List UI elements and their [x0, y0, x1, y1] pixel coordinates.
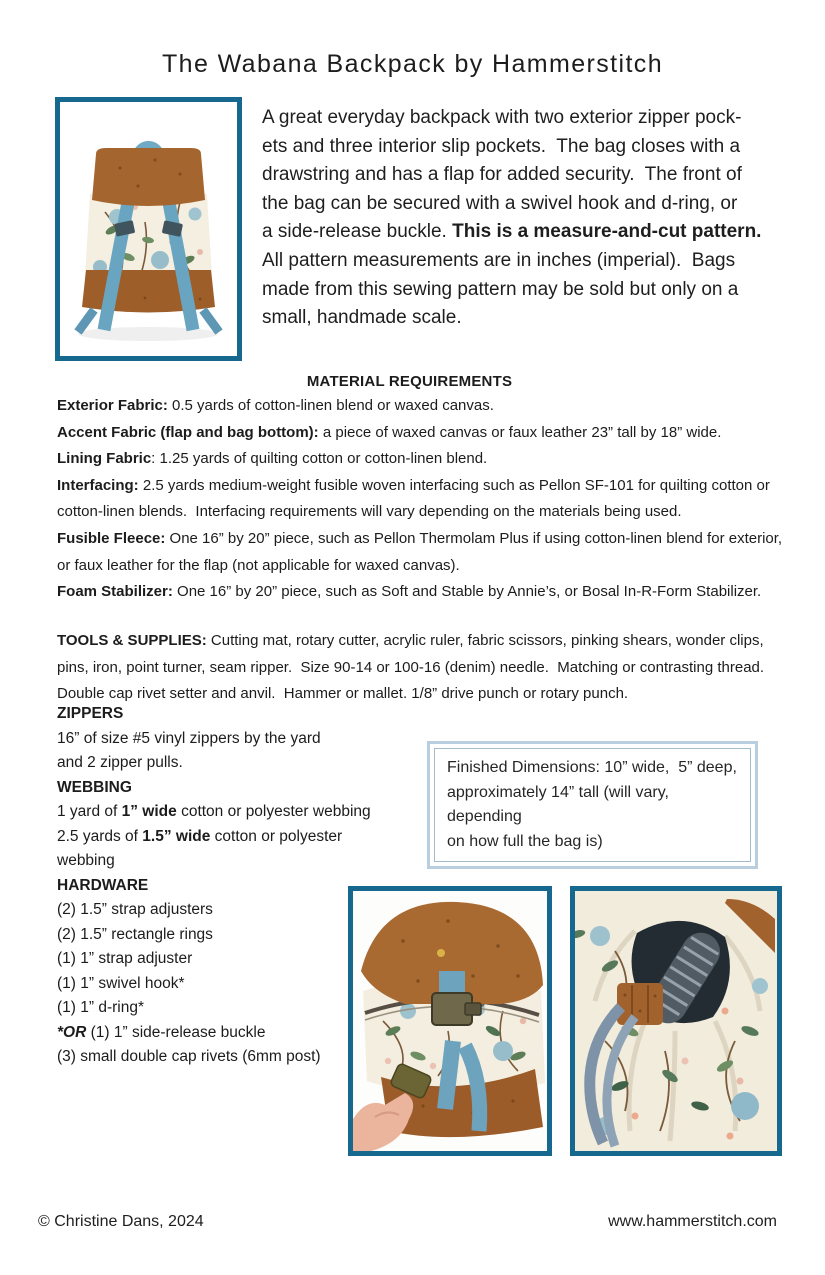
drawstring-illustration — [575, 891, 777, 1151]
intro-line: a side-release buckle. This is a measure-and-cut pattern. — [262, 221, 762, 243]
supplies-column — [57, 702, 392, 1070]
material-item: Interfacing: 2.5 yards medium-weight fusible woven interfacing such as Pellon SF-101 for quilting cotton or cotton-linen blends. Interfacing requirements will vary depending on the materials being used. — [57, 476, 775, 521]
hardware-item: (2) 1.5” rectangle rings — [57, 925, 213, 943]
intro-line: ets and three interior slip pockets. The bag closes with a — [262, 135, 741, 157]
hardware-item: (1) 1” strap adjuster — [57, 950, 193, 967]
cork-drawstring-guide — [617, 983, 663, 1025]
dimensions-line: approximately 14” tall (will vary, depending — [447, 783, 674, 825]
webbing-line: 2.5 yards of 1.5” wide cotton or polyester — [57, 827, 343, 845]
backpack-drawstring-top-photo — [570, 886, 782, 1156]
hardware-item: (2) 1.5” strap adjusters — [57, 901, 213, 918]
hardware-item: *OR (1) 1” side-release buckle — [57, 1023, 266, 1041]
intro-paragraph — [262, 104, 787, 333]
page-title: The Wabana Backpack by Hammerstitch — [161, 50, 664, 78]
intro-line: made from this sewing pattern may be sold but only on a — [262, 278, 739, 300]
webbing-line: webbing — [57, 852, 115, 869]
backpack-back-illustration — [60, 102, 237, 356]
tools-and-supplies: TOOLS & SUPPLIES: Cutting mat, rotary cutter, acrylic ruler, fabric scissors, pinking shears, wonder clips, pins, iron, point turner, seam ripper. Size 90-14 or 100-16 (denim) needle. Matching or contrasting thread. Double cap rivet setter and anvil. Hammer or mallet. 1/8” drive punch or rotary punch. — [57, 632, 769, 703]
material-item: Exterior Fabric: 0.5 yards of cotton-linen blend or waxed canvas. — [57, 397, 494, 414]
material-item: Lining Fabric: 1.25 yards of quilting cotton or cotton-linen blend. — [57, 450, 488, 468]
webbing-heading: WEBBING — [57, 778, 132, 796]
backpack-back-view-photo — [55, 97, 242, 361]
dimensions-line: Finished Dimensions: 10” wide, 5” deep, — [447, 759, 737, 776]
intro-line: small, handmade scale. — [262, 307, 462, 329]
zippers-line: and 2 zipper pulls. — [57, 754, 183, 771]
intro-line: A great everyday backpack with two exterior zipper pock- — [262, 107, 742, 128]
webbing-strap — [445, 1041, 453, 1109]
material-item: Foam Stabilizer: One 16” by 20” piece, such as Soft and Stable by Annie’s, or Bosal In-R-Form Stabilizer. — [57, 583, 762, 601]
backpack-front-buckle-photo — [348, 886, 552, 1156]
hardware-item: (1) 1” d-ring* — [57, 999, 144, 1016]
copyright-text: © Christine Dans, 2024 — [38, 1213, 204, 1230]
intro-line: the bag can be secured with a swivel hook and d-ring, or — [262, 192, 738, 214]
hardware-item: (1) 1” swivel hook* — [57, 974, 185, 992]
material-requirements-heading: MATERIAL REQUIREMENTS — [306, 373, 513, 390]
rivet — [437, 949, 445, 957]
hardware-heading: HARDWARE — [57, 876, 149, 894]
finished-dimensions-box — [427, 741, 758, 869]
front-buckle-illustration — [353, 891, 547, 1151]
webbing-line: 1 yard of 1” wide cotton or polyester webbing — [57, 803, 371, 820]
material-item: Accent Fabric (flap and bag bottom): a piece of waxed canvas or faux leather 23” tall by 18” wide. — [57, 423, 722, 441]
material-item: Fusible Fleece: One 16” by 20” piece, such as Pellon Thermolam Plus if using cotton-linen blend for exterior, or faux leather for the flap (not applicable for waxed canvas). — [57, 529, 787, 574]
website-text: www.hammerstitch.com — [608, 1213, 777, 1230]
intro-line: All pattern measurements are in inches (imperial). Bags — [262, 249, 736, 271]
hardware-item: (3) small double cap rivets (6mm post) — [57, 1048, 321, 1065]
material-requirements-list — [57, 393, 799, 606]
intro-line: drawstring and has a flap for added security. The front of — [262, 164, 742, 186]
cork-flap — [92, 148, 205, 206]
dimensions-line: on how full the bag is) — [447, 832, 603, 850]
zippers-line: 16” of size #5 vinyl zippers by the yard — [57, 729, 321, 747]
zippers-heading: ZIPPERS — [57, 705, 124, 722]
